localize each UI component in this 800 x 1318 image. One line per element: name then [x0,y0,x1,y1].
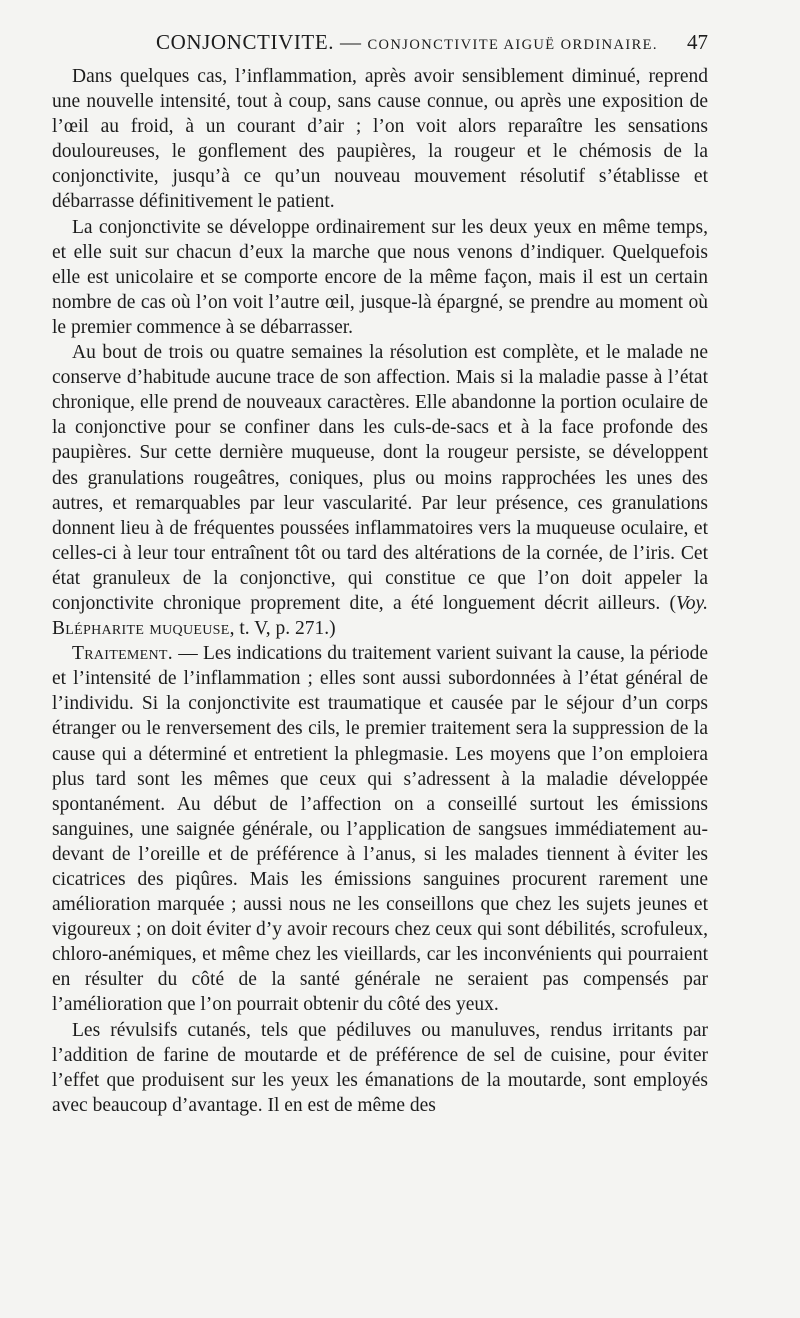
chapter-title: CONJONCTIVITE. [156,30,335,54]
paragraph-text: — Les indications du traitement varient suivant la cause, la période et l’intensité de l’inflammation ; elles sont aussi subordonnées à l’état général de l’individu. Si la conjonctivite est traumatique et causée par le séjour d’un corps étranger ou le renversement des cils, le premier traitement sera la suppression de la cause qui a déterminé et entretient la phlegmasie. Les moyens que l’on emploiera plus tard sont les mêmes que ceux qui s’adressent à la maladie développée spontanément. Au début de l’affection on a conseillé surtout les émissions sanguines, une saignée générale, ou l’application de sangsues immédiatement au-devant de l’oreille et de préférence à l’anus, si les malades tiennent à éviter les cicatrices des piqûres. Mais les émissions sanguines procurent rarement une amélioration marquée ; aussi nous ne les conseillons que chez les sujets jeunes et vigoureux ; on doit éviter d’y avoir recours chez ceux qui sont débilités, scrofuleux, chloro-anémiques, et même chez les vieillards, car les inconvénients qui pourraient en résulter du côté de la santé générale ne seraient pas compensés par l’amélioration que l’on pourrait obtenir du côté des yeux. [52,643,708,1016]
paragraph-text: Dans quelques cas, l’inflammation, après avoir sensiblement diminué, reprend une nouvelle intensité, tout à coup, sans cause connue, ou après une exposition de l’œil au froid, à un courant d’air ; l’on voit alors reparaître les sensations douloureuses, le gonflement des paupières, la rougeur et le chémosis de la conjonctivite, jusqu’à ce qu’un nouveau mouvement résolutif s’établisse et débarrasse définitivement le patient. [52,66,708,213]
paragraph-relapse [52,64,708,215]
running-header [52,30,708,60]
section-title: CONJONCTIVITE AIGUË ORDINAIRE. [367,37,658,53]
paragraph-text: La conjonctivite se développe ordinairement sur les deux yeux en même temps, et elle suit sur chacun d’eux la marche que nous venons d’indiquer. Quelquefois elle est unicolaire et se comporte encore de la même façon, mais il est un certain nombre de cas où l’on voit l’autre œil, jusque-là épargné, se prendre au moment où le premier commence à se débarrasser. [52,216,708,338]
paragraph-bilateral [52,215,708,340]
paragraph-text: Les révulsifs cutanés, tels que pédiluves ou manuluves, rendus irritants par l’addition de farine de moutarde et de préférence de sel de cuisine, pour éviter l’effet que produisent sur les yeux les émanations de la moutarde, sont employés avec beaucoup d’avantage. Il en est de même des [52,1019,708,1116]
paragraph-text: Au bout de trois ou quatre semaines la résolution est complète, et le malade ne conserve d’habitude aucune trace de son affection. Mais si la maladie passe à l’état chronique, elle prend de nouveaux caractères. Elle abandonne la portion oculaire de la conjonctive pour se confiner dans les culs-de-sacs et à la face profonde des paupières. Sur cette dernière muqueuse, dont la rougeur persiste, se développent des granulations rougeâtres, coniques, plus ou moins rapprochées les unes des autres, et remarquables par leur vascularité. Par leur présence, ces granulations donnent lieu à de fréquentes poussées inflammatoires vers la muqueuse oculaire, et celles-ci à leur tour entraînent tôt ou tard des altérations de la cornée, de l’iris. Cet état granuleux de la conjonctive, qui constitue ce que l’on doit appeler la conjonctivite chronique proprement dite, a été longuement décrit ailleurs. ( [52,342,708,614]
cross-reference-title: Blépharite muqueuse [52,618,230,640]
paragraph-revulsifs [52,1018,708,1118]
cross-reference-voy: Voy. [676,592,708,614]
paragraph-treatment [52,641,708,1017]
cross-reference-location: , t. V, p. 271.) [229,618,336,640]
header-dash: — [340,30,362,54]
running-title [156,30,658,55]
section-heading-traitement: Traitement. [72,643,173,665]
body-text [52,64,708,1118]
paragraph-chronic [52,340,708,641]
page-number: 47 [687,30,708,54]
